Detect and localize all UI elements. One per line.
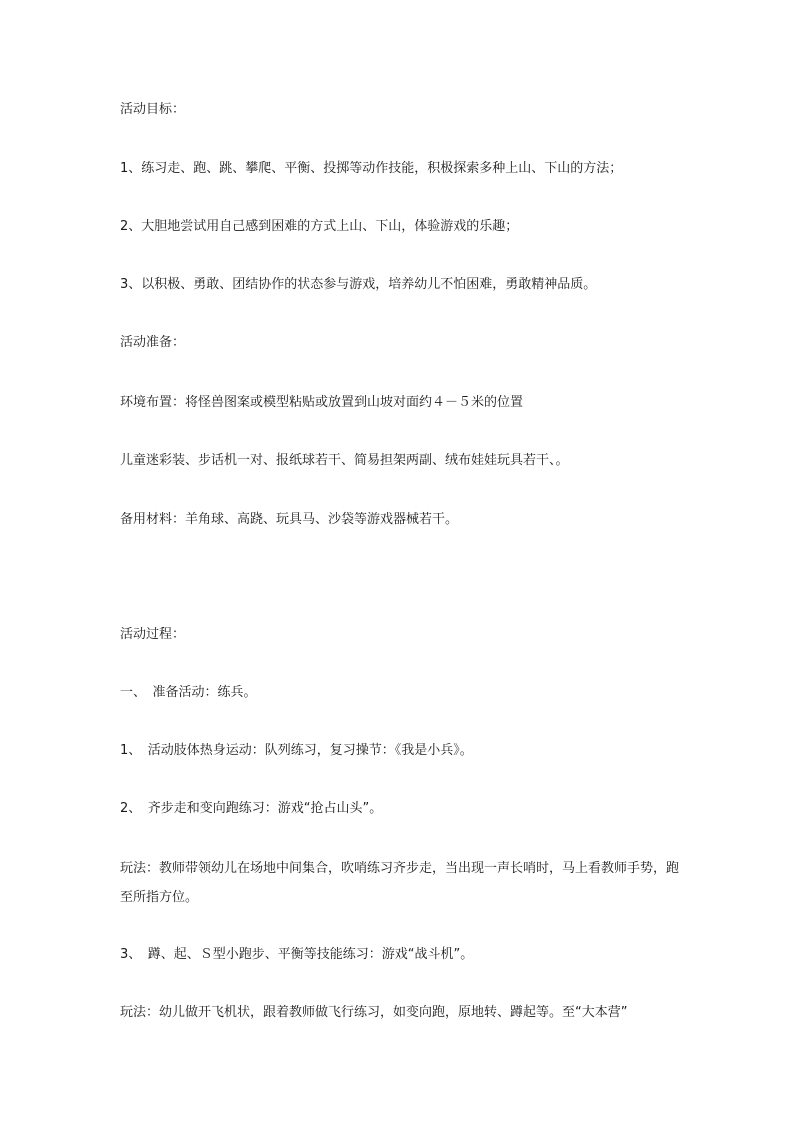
heading-activity-process: 活动过程： [120,627,186,642]
process-step-2: 2、 齐步走和变向跑练习：游戏“抢占山头”。 [120,801,383,816]
goal-item-2: 2、大胆地尝试用自己感到困难的方式上山、下山，体验游戏的乐趣； [120,219,519,234]
goal-item-1: 1、练习走、跑、跳、攀爬、平衡、投掷等动作技能，积极探索多种上山、下山的方法； [120,161,623,176]
process-step-1: 1、 活动肢体热身运动：队列练习，复习操节：《我是小兵》。 [120,743,473,758]
prep-materials: 儿童迷彩装、步话机一对、报纸球若干、简易担架两副、绒布娃娃玩具若干、。 [120,453,569,468]
process-step-3: 3、 蹲、起、Ｓ型小跑步、平衡等技能练习：游戏“战斗机”。 [120,947,474,962]
process-section-1: 一、 准备活动：练兵。 [120,685,257,700]
goal-item-3: 3、以积极、勇敢、团结协作的状态参与游戏，培养幼儿不怕困难，勇敢精神品质。 [120,277,597,292]
prep-backup-materials: 备用材料：羊角球、高跷、玩具马、沙袋等游戏器械若干。 [120,512,459,527]
process-step-2-rules: 玩法：教师带领幼儿在场地中间集合，吹哨练习齐步走，当出现一声长哨时，马上看教师手势，跑至所指方位。 [120,861,680,905]
prep-environment: 环境布置：将怪兽图案或模型粘贴或放置到山坡对面约４－５米的位置 [120,395,524,410]
heading-activity-goals: 活动目标： [120,102,186,117]
process-step-3-rules: 玩法：幼儿做开飞机状，跟着教师做飞行练习，如变向跑，原地转、蹲起等。至“大本营” [120,1005,628,1020]
heading-activity-preparation: 活动准备： [120,335,186,350]
